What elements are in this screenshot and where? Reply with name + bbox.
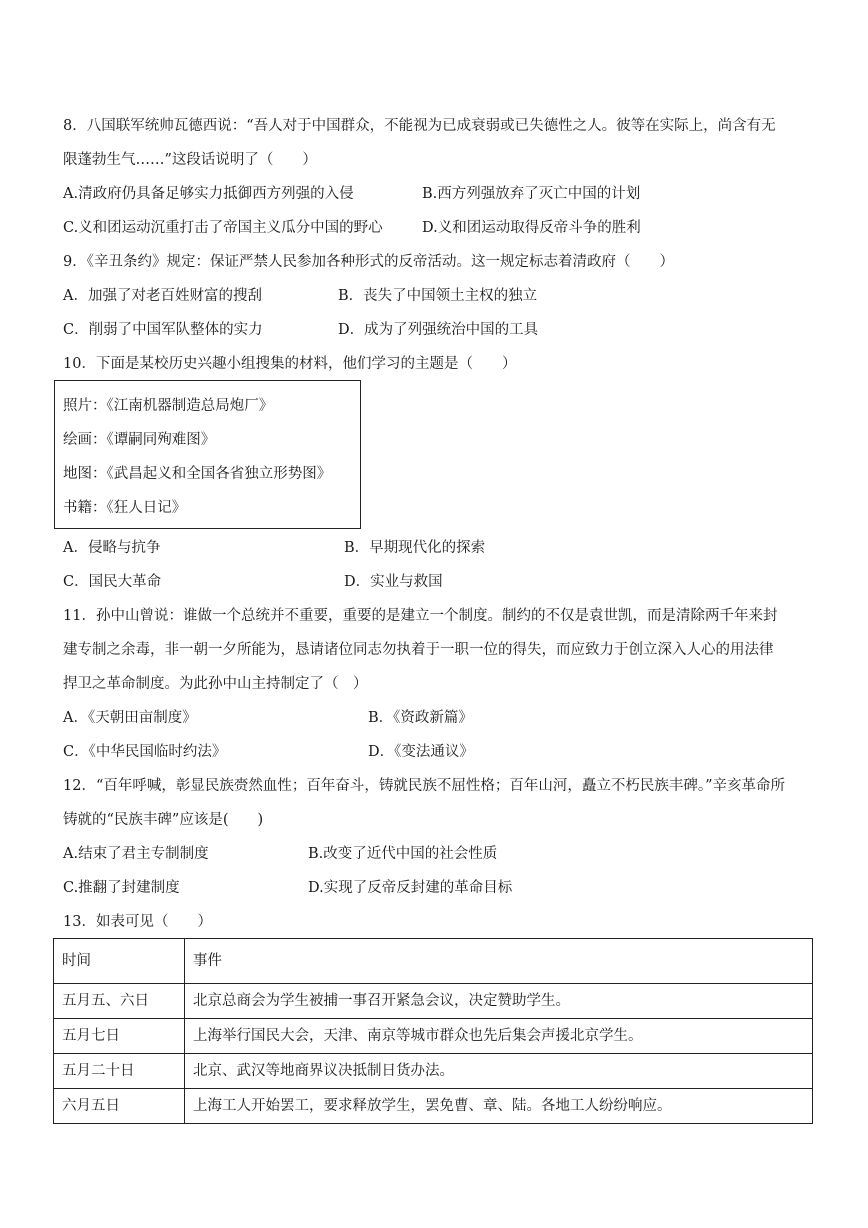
table-row xyxy=(54,1054,813,1089)
table-cell-time: 五月五、六日 xyxy=(54,984,185,1019)
q8-option-c: C.义和团运动沉重打击了帝国主义瓜分中国的野心 xyxy=(63,220,383,236)
q10-option-d: D．实业与救国 xyxy=(344,574,443,590)
q10-material-map: 地图：《武昌起义和全国各省独立形势图》 xyxy=(63,466,332,482)
q10-material-book: 书籍：《狂人日记》 xyxy=(63,500,187,516)
table-cell-time: 六月五日 xyxy=(54,1089,185,1124)
q10-material-photo: 照片：《江南机器制造总局炮厂》 xyxy=(63,398,274,414)
q13-events-table xyxy=(53,938,813,1124)
q11-stem-line1: 11．孙中山曾说：谁做一个总统并不重要，重要的是建立一个制度。制约的不仅是袁世凯，而是清除两千年来封 xyxy=(63,608,778,624)
q10-material-box xyxy=(54,380,361,529)
q9-stem: 9．《辛丑条约》规定：保证严禁人民参加各种形式的反帝活动。这一规定标志着清政府（ ） xyxy=(63,254,674,270)
table-row xyxy=(54,1089,813,1124)
q12-option-a: A.结束了君主专制制度 xyxy=(63,846,209,862)
q9-option-c: C．削弱了中国军队整体的实力 xyxy=(63,322,263,338)
q10-option-b: B．早期现代化的探索 xyxy=(344,540,486,556)
q12-option-c: C.推翻了封建制度 xyxy=(63,880,180,896)
q8-option-d: D.义和团运动取得反帝斗争的胜利 xyxy=(422,220,641,236)
table-cell-time: 五月七日 xyxy=(54,1019,185,1054)
q10-option-c: C．国民大革命 xyxy=(63,574,162,590)
table-header-row xyxy=(54,939,813,984)
q12-option-d: D.实现了反帝反封建的革命目标 xyxy=(308,880,513,896)
q10-option-a: A．侵略与抗争 xyxy=(63,540,161,556)
q8-stem-line1: 8．八国联军统帅瓦德西说：“吾人对于中国群众，不能视为已成衰弱或已失德性之人。彼等在实际上，尚含有无 xyxy=(63,118,776,134)
table-header-event: 事件 xyxy=(185,939,813,984)
table-cell-event: 北京、武汉等地商界议决抵制日货办法。 xyxy=(185,1054,813,1089)
q9-option-a: A．加强了对老百姓财富的搜刮 xyxy=(63,288,262,304)
q11-option-b: B．《资政新篇》 xyxy=(368,710,473,726)
table-cell-event: 上海工人开始罢工，要求释放学生，罢免曹、章、陆。各地工人纷纷响应。 xyxy=(185,1089,813,1124)
q11-stem-line2: 建专制之余毒，非一朝一夕所能为，恳请诸位同志勿执着于一职一位的得失，而应致力于创立深入人心的用法律 xyxy=(63,642,774,658)
q10-stem: 10．下面是某校历史兴趣小组搜集的材料，他们学习的主题是（ ） xyxy=(63,356,517,372)
q12-stem-line2: 铸就的“民族丰碑”应该是( ) xyxy=(63,812,264,828)
q12-option-b: B.改变了近代中国的社会性质 xyxy=(308,846,498,862)
q12-stem-line1: 12．“百年呼喊，彰显民族赍然血性；百年奋斗，铸就民族不屈性格；百年山河，矗立不朽民族丰碑。”辛亥革命所 xyxy=(63,778,786,794)
q8-option-b: B.西方列强放弃了灭亡中国的计划 xyxy=(422,186,641,202)
table-row xyxy=(54,1019,813,1054)
q10-material-painting: 绘画：《谭嗣同殉难图》 xyxy=(63,432,216,448)
q13-stem: 13．如表可见（ ） xyxy=(63,914,212,930)
q9-option-d: D．成为了列强统治中国的工具 xyxy=(338,322,539,338)
q9-option-b: B．丧失了中国领土主权的独立 xyxy=(338,288,538,304)
table-cell-event: 上海举行国民大会，天津、南京等城市群众也先后集会声援北京学生。 xyxy=(185,1019,813,1054)
q11-stem-line3: 捍卫之革命制度。为此孙中山主持制定了（ ） xyxy=(63,676,368,692)
table-cell-time: 五月二十日 xyxy=(54,1054,185,1089)
q11-option-c: C．《中华民国临时约法》 xyxy=(63,744,227,760)
q11-option-a: A．《天朝田亩制度》 xyxy=(63,710,197,726)
q11-option-d: D．《变法通议》 xyxy=(368,744,474,760)
table-header-time: 时间 xyxy=(54,939,185,984)
q8-option-a: A.清政府仍具备足够实力抵御西方列强的入侵 xyxy=(63,186,354,202)
q8-stem-line2: 限蓬勃生气……”这段话说明了（ ） xyxy=(63,152,317,168)
table-row xyxy=(54,984,813,1019)
table-cell-event: 北京总商会为学生被捕一事召开紧急会议，决定赞助学生。 xyxy=(185,984,813,1019)
